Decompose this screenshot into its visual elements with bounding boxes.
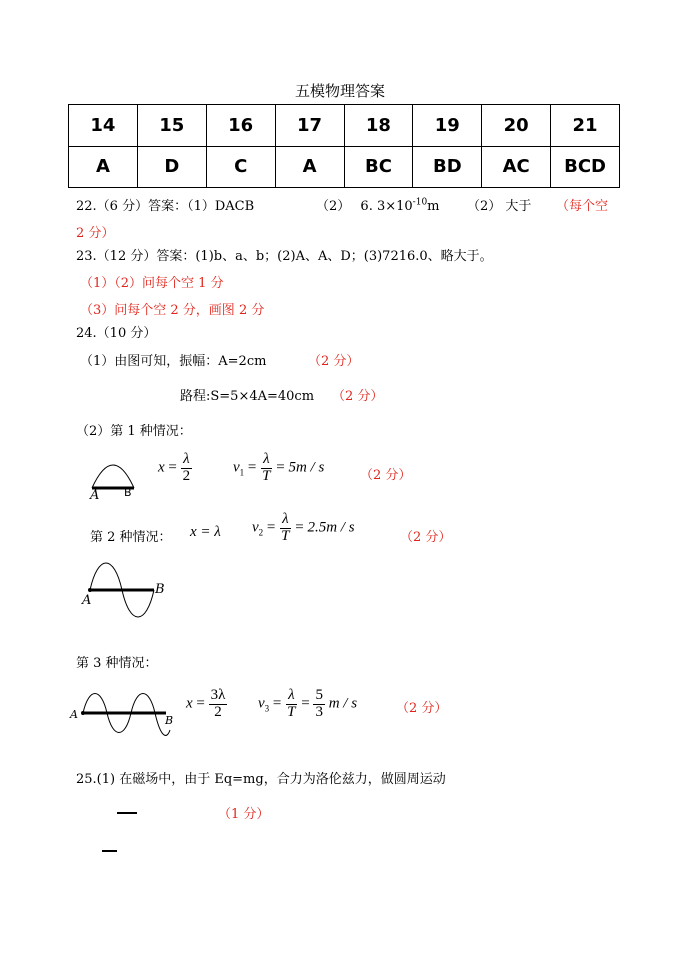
question-number-cell: 20	[482, 105, 551, 147]
fraction	[260, 452, 272, 485]
eq-equals: =	[168, 459, 177, 476]
eq-equals: =	[266, 519, 276, 536]
eq-result: 2.5m / s	[307, 519, 355, 536]
frac-den: T	[262, 467, 271, 484]
q24-part1-distance-score: （2 分）	[332, 389, 384, 404]
q23-score-1: （1）（2）问每个空 1 分	[80, 276, 224, 291]
q22-part2a	[316, 195, 440, 214]
frac-num: λ	[263, 451, 270, 467]
fraction	[279, 512, 291, 545]
case3-point-b-label: B	[165, 714, 174, 727]
case3-velocity-equation	[258, 688, 357, 721]
q23-line: 23.（12 分）答案：(1)b、a、b；(2)A、A、D；(3)7216.0、略大于。	[76, 249, 493, 264]
formula-placeholder-dash	[102, 850, 117, 852]
eq-v-sub: 1	[239, 467, 245, 478]
answer-cell: BD	[413, 146, 482, 188]
question-number-cell: 16	[206, 105, 275, 147]
answer-table	[68, 104, 620, 188]
case2-point-b-label: B	[155, 582, 165, 597]
q23-score-2: （3）问每个空 2 分，画图 2 分	[80, 303, 265, 318]
q25-score: （1 分）	[218, 807, 270, 822]
eq-equals: =	[272, 695, 282, 712]
eq-equals: =	[295, 519, 304, 536]
q24-case2-label: 第 2 种情况：	[90, 530, 172, 545]
q22-score: （每个空	[556, 199, 609, 214]
q24-case1-score: （2 分）	[360, 468, 412, 483]
case1-x-equation	[158, 452, 192, 485]
answer-cell: BCD	[551, 146, 620, 188]
q24-part1-score: （2 分）	[308, 354, 360, 369]
q24-case2-score: （2 分）	[400, 530, 452, 545]
answer-cell: A	[69, 146, 138, 188]
answer-cell: D	[137, 146, 206, 188]
question-number-cell: 18	[344, 105, 413, 147]
case1-velocity-equation	[233, 452, 324, 485]
eq-equals: =	[301, 695, 310, 712]
eq-v-sub: 2	[258, 527, 264, 538]
q22-head: 22.（6 分）答案：（1）DACB	[76, 199, 255, 214]
eq-x: x	[158, 459, 165, 476]
case3-point-a-label: A	[70, 708, 78, 721]
q22-part2a-exponent: -10	[412, 197, 428, 208]
frac-den: T	[281, 527, 290, 544]
frac-den: 2	[182, 467, 191, 484]
fraction	[209, 688, 228, 721]
frac-den: 2	[214, 703, 222, 720]
q22-score-cont: 2 分）	[76, 226, 115, 241]
q24-part1-amplitude: （1）由图可知，振幅：A=2cm	[80, 354, 267, 369]
frac-num: λ	[183, 451, 190, 467]
eq-equals: =	[196, 695, 205, 712]
case2-wave-diagram	[86, 562, 166, 612]
q22-part2a-label: （2）	[316, 199, 351, 214]
eq-v: v	[258, 695, 265, 712]
q22-part2a-unit: m	[427, 199, 440, 214]
answer-cell: AC	[482, 146, 551, 188]
answer-cell: A	[275, 146, 344, 188]
case2-velocity-equation	[252, 512, 355, 545]
fraction	[313, 688, 325, 721]
eq-equals: =	[247, 459, 257, 476]
eq-v: v	[233, 459, 240, 476]
q24-head: 24.（10 分）	[76, 326, 157, 341]
question-number-cell: 19	[413, 105, 482, 147]
fraction	[181, 452, 193, 485]
frac-num: λ	[282, 511, 289, 527]
eq-x: x	[186, 695, 193, 712]
question-number-cell: 15	[137, 105, 206, 147]
q24-case3-label: 第 3 种情况：	[76, 656, 158, 671]
q24-part1-distance: 路程:S=5×4A=40cm	[180, 389, 315, 404]
q22-part2a-value: 6. 3×10	[360, 199, 413, 214]
case1-point-b-label: B	[124, 486, 132, 499]
q22-part2b: （2） 大于	[467, 199, 532, 214]
q24-case1-label: （2）第 1 种情况：	[76, 424, 192, 439]
frac-den: 3	[315, 703, 323, 720]
case2-point-a-label: A	[82, 593, 92, 608]
frac-den: T	[287, 703, 296, 720]
eq-result: m / s	[328, 695, 358, 712]
answer-table-numbers-row	[69, 105, 620, 147]
question-number-cell: 21	[551, 105, 620, 147]
eq-v: v	[252, 519, 259, 536]
question-number-cell: 17	[275, 105, 344, 147]
case1-point-a-label: A	[90, 488, 100, 503]
case3-x-equation	[186, 688, 227, 721]
q24-case3-score: （2 分）	[396, 701, 448, 716]
q25-line: 25.(1) 在磁场中，由于 Eq=mg，合力为洛伦兹力，做圆周运动	[76, 772, 446, 787]
answer-table-answers-row	[69, 146, 620, 188]
answer-cell: C	[206, 146, 275, 188]
answer-cell: BC	[344, 146, 413, 188]
frac-num: 5	[315, 687, 323, 703]
frac-num: λ	[288, 687, 295, 703]
eq-result: 5m / s	[288, 459, 325, 476]
eq-equals: =	[276, 459, 285, 476]
question-number-cell: 14	[69, 105, 138, 147]
eq-v-sub: 3	[264, 703, 270, 714]
case2-x-equation: x = λ	[190, 524, 221, 540]
frac-num: 3λ	[210, 687, 226, 703]
page-title: 五模物理答案	[295, 82, 386, 100]
fraction	[285, 688, 297, 721]
formula-placeholder-dash	[117, 812, 137, 814]
